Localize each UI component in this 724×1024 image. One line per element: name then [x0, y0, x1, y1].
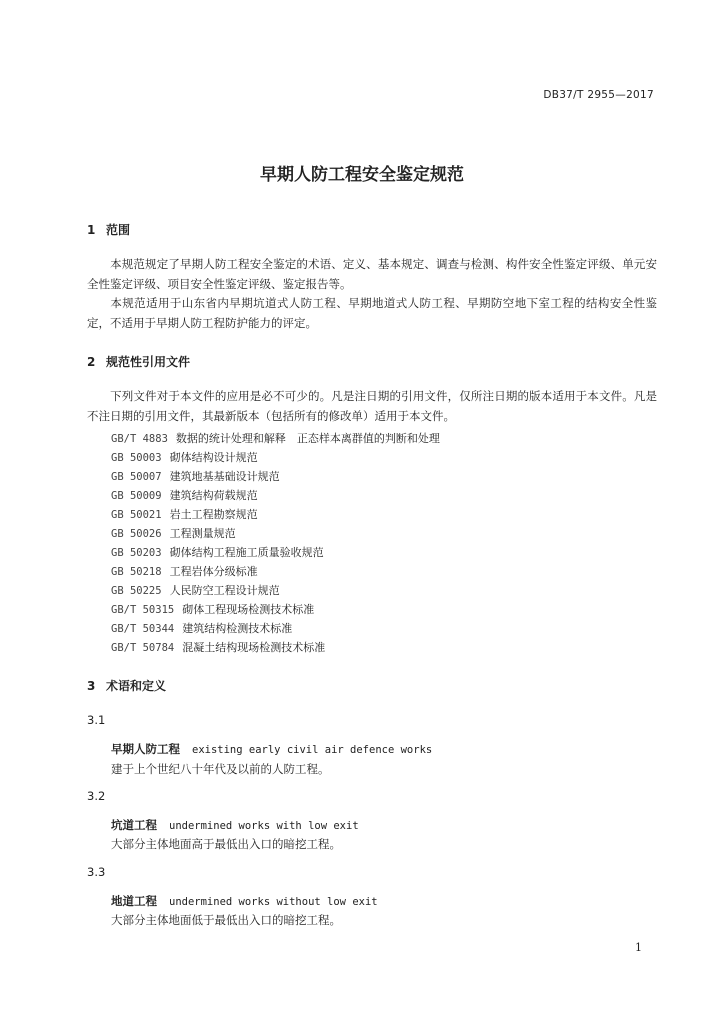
term-entry [111, 817, 359, 833]
reference-title: 砌体结构工程施工质量验收规范 [169, 546, 324, 559]
reference-code: GB 50026 [111, 528, 162, 540]
reference-code: GB 50225 [111, 585, 162, 597]
section-3-heading [87, 677, 166, 694]
term-english: undermined works with low exit [169, 820, 359, 832]
reference-item [111, 525, 236, 541]
reference-title: 建筑结构检测技术标准 [182, 622, 293, 635]
reference-code: GB 50218 [111, 566, 162, 578]
document-title: 早期人防工程安全鉴定规范 [260, 165, 464, 185]
reference-code: GB/T 50315 [111, 604, 175, 616]
reference-code: GB 50009 [111, 490, 162, 502]
section-2-heading [87, 353, 190, 370]
reference-title: 砌体工程现场检测技术标准 [182, 603, 315, 616]
section-1-paragraph-2 [87, 294, 657, 333]
term-chinese: 坑道工程 [111, 818, 157, 832]
term-definition: 大部分主体地面高于最低出入口的暗挖工程。 [111, 837, 341, 851]
paragraph-text: 本规范适用于山东省内早期坑道式人防工程、早期地道式人防工程、早期防空地下室工程的结构安全性鉴定，不适用于早期人防工程防护能力的评定。 [87, 296, 657, 330]
reference-item [111, 563, 258, 579]
reference-item [111, 430, 440, 446]
reference-code: GB/T 4883 [111, 433, 168, 445]
reference-item [111, 620, 292, 636]
section-number: 3 [87, 679, 96, 693]
reference-title: 工程岩体分级标准 [169, 565, 258, 578]
reference-code: GB 50021 [111, 509, 162, 521]
reference-code: GB/T 50784 [111, 642, 175, 654]
section-number: 1 [87, 223, 96, 237]
reference-code: GB/T 50344 [111, 623, 175, 635]
reference-item [111, 506, 258, 522]
reference-code: GB 50003 [111, 452, 162, 464]
paragraph-text: 本规范规定了早期人防工程安全鉴定的术语、定义、基本规定、调查与检测、构件安全性鉴定评级、单元安全性鉴定评级、项目安全性鉴定评级、鉴定报告等。 [87, 257, 657, 291]
reference-title: 工程测量规范 [169, 527, 236, 540]
reference-title: 建筑地基基础设计规范 [169, 470, 280, 483]
section-title: 范围 [106, 223, 131, 237]
term-chinese: 地道工程 [111, 894, 157, 908]
section-title: 规范性引用文件 [106, 355, 191, 369]
section-title: 术语和定义 [106, 679, 167, 693]
reference-title: 岩土工程勘察规范 [169, 508, 258, 521]
reference-item [111, 601, 314, 617]
reference-title: 混凝土结构现场检测技术标准 [182, 641, 326, 654]
term-definition: 建于上个世纪八十年代及以前的人防工程。 [111, 762, 330, 776]
term-entry [111, 893, 378, 909]
reference-title: 砌体结构设计规范 [169, 451, 258, 464]
reference-item [111, 449, 258, 465]
section-number: 2 [87, 355, 96, 369]
section-1-heading [87, 221, 130, 238]
clause-number: 3.2 [87, 789, 106, 803]
reference-code: GB 50007 [111, 471, 162, 483]
page-number: 1 [635, 941, 642, 954]
reference-item [111, 544, 324, 560]
paragraph-text: 下列文件对于本文件的应用是必不可少的。凡是注日期的引用文件，仅所注日期的版本适用于本文件。凡是不注日期的引用文件，其最新版本（包括所有的修改单）适用于本文件。 [87, 389, 657, 423]
reference-title: 数据的统计处理和解释 正态样本离群值的判断和处理 [175, 432, 440, 445]
term-entry [111, 741, 432, 757]
reference-item [111, 582, 280, 598]
section-2-intro [87, 387, 657, 426]
clause-number: 3.1 [87, 713, 106, 727]
clause-number: 3.3 [87, 865, 106, 879]
term-english: existing early civil air defence works [192, 744, 433, 756]
reference-item [111, 487, 258, 503]
reference-title: 人民防空工程设计规范 [169, 584, 280, 597]
reference-title: 建筑结构荷载规范 [169, 489, 258, 502]
section-1-paragraph-1 [87, 255, 657, 294]
reference-item [111, 639, 325, 655]
reference-item [111, 468, 280, 484]
term-definition: 大部分主体地面低于最低出入口的暗挖工程。 [111, 913, 341, 927]
standard-code: DB37/T 2955—2017 [543, 89, 654, 101]
reference-code: GB 50203 [111, 547, 162, 559]
term-english: undermined works without low exit [169, 896, 378, 908]
term-chinese: 早期人防工程 [111, 742, 180, 756]
